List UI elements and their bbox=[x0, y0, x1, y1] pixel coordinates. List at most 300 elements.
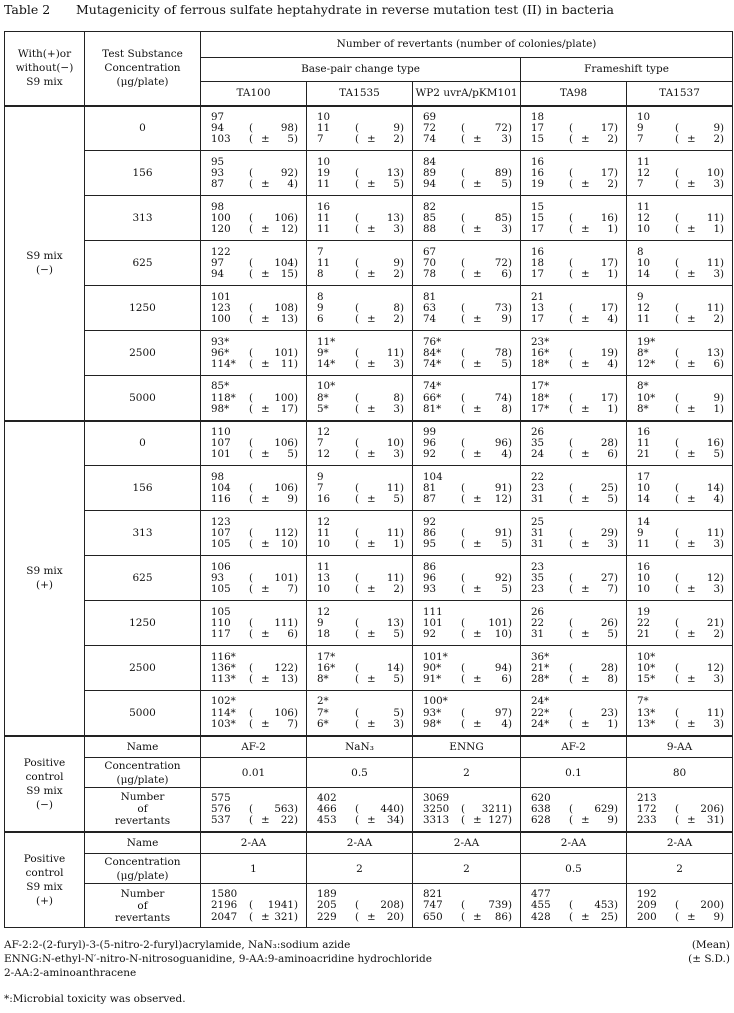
sd-prefix: ± bbox=[581, 358, 590, 371]
concentration-cell: 625 bbox=[85, 241, 201, 286]
colony-count-line bbox=[637, 815, 728, 826]
sd-number: 2 bbox=[713, 313, 721, 326]
plate-count: 213 bbox=[637, 791, 657, 804]
control-name: 2-AA bbox=[201, 832, 307, 854]
mean-value: 122) bbox=[274, 661, 298, 674]
sd-prefix: ± bbox=[581, 133, 590, 146]
revertant-cell bbox=[413, 106, 521, 151]
plate-count: 98 bbox=[211, 200, 225, 213]
strain-header-ta1535: TA1535 bbox=[307, 82, 413, 106]
sd-prefix: ± bbox=[367, 268, 376, 281]
paren-open: ( bbox=[248, 481, 254, 494]
sd-prefix: ± bbox=[687, 268, 696, 281]
plate-count: 747 bbox=[423, 899, 443, 912]
mean-number: 72 bbox=[494, 256, 508, 269]
plate-count: 15* bbox=[637, 673, 656, 686]
mean-value: 12) bbox=[706, 661, 725, 674]
sd-prefix: ± bbox=[473, 313, 482, 326]
sd-number: 321 bbox=[274, 910, 294, 923]
revertant-cell bbox=[627, 556, 733, 601]
revertant-cell bbox=[413, 376, 521, 421]
sd-value: 1) bbox=[607, 402, 618, 415]
paren-open: ( bbox=[354, 814, 360, 827]
revertant-cell bbox=[627, 376, 733, 421]
mean-number: 25 bbox=[600, 481, 614, 494]
mean-value: 28) bbox=[600, 437, 618, 450]
sd-number: 10 bbox=[280, 538, 294, 551]
revertant-cell bbox=[413, 331, 521, 376]
mean-number: 72 bbox=[494, 122, 508, 135]
plate-count: 118* bbox=[211, 391, 236, 404]
colony-count-line bbox=[423, 719, 516, 730]
paren-open: ( bbox=[460, 616, 466, 629]
paren-open: ( bbox=[248, 178, 254, 191]
plate-count: 16 bbox=[531, 166, 545, 179]
sd-value: 3) bbox=[393, 717, 404, 730]
sd-number: 31 bbox=[706, 814, 721, 827]
revertant-cell bbox=[201, 376, 307, 421]
note-abbreviations-3: 2-AA:2-aminoanthracene bbox=[4, 967, 137, 979]
plate-count: 84* bbox=[423, 346, 442, 359]
mean-value: 100) bbox=[274, 391, 298, 404]
revertant-cell bbox=[413, 601, 521, 646]
sd-value: 3) bbox=[713, 583, 725, 596]
paren-open: ( bbox=[568, 481, 574, 494]
sd-value: 3) bbox=[393, 358, 404, 371]
sd-prefix: ± bbox=[367, 313, 376, 326]
sd-prefix: ± bbox=[261, 223, 270, 236]
colony-count-line bbox=[317, 269, 408, 280]
paren-open: ( bbox=[354, 616, 360, 629]
sd-value: 34) bbox=[386, 814, 404, 827]
revertant-cell bbox=[627, 691, 733, 736]
revertant-cell bbox=[307, 884, 413, 928]
colony-count-line bbox=[317, 494, 408, 505]
mean-value: 5) bbox=[393, 706, 404, 719]
sd-prefix: ± bbox=[261, 717, 270, 730]
paren-open: ( bbox=[674, 122, 680, 135]
paren-open: ( bbox=[248, 571, 254, 584]
colony-count-line bbox=[531, 134, 622, 145]
mean-value: 17) bbox=[600, 166, 618, 179]
mean-number: 92 bbox=[280, 166, 294, 179]
revertant-cell bbox=[521, 691, 627, 736]
plate-count: 10* bbox=[637, 661, 656, 674]
revertants-label bbox=[85, 884, 201, 928]
sd-prefix: ± bbox=[367, 493, 376, 506]
sd-number: 12 bbox=[494, 493, 508, 506]
plate-count: 110 bbox=[211, 616, 231, 629]
revertant-cell bbox=[627, 601, 733, 646]
sd-number: 6 bbox=[287, 628, 294, 641]
sd-value: 6) bbox=[287, 628, 298, 641]
mean-value: 73) bbox=[494, 301, 512, 314]
mean-number: 85 bbox=[494, 211, 508, 224]
revertant-cell bbox=[307, 691, 413, 736]
plate-count: 96 bbox=[423, 437, 437, 450]
concentration-cell: 1250 bbox=[85, 286, 201, 331]
control-name: 2-AA bbox=[521, 832, 627, 854]
revertant-cell bbox=[627, 511, 733, 556]
colony-count-line bbox=[317, 674, 408, 685]
sd-value: 1) bbox=[713, 223, 725, 236]
sd-number: 9 bbox=[501, 313, 508, 326]
colony-count-line bbox=[423, 449, 516, 460]
mean-value: 11) bbox=[386, 346, 404, 359]
sd-number: 1 bbox=[393, 538, 400, 551]
revertant-cell bbox=[521, 421, 627, 466]
mean-number: 101 bbox=[274, 571, 294, 584]
plate-count: 22 bbox=[531, 470, 545, 483]
mean-number: 8 bbox=[393, 391, 400, 404]
plate-count: 16 bbox=[317, 200, 331, 213]
plate-count: 11 bbox=[317, 560, 331, 573]
paren-open: ( bbox=[568, 717, 574, 730]
plate-count: 12* bbox=[637, 358, 656, 371]
plate-count: 7 bbox=[317, 133, 324, 146]
colony-count-line bbox=[211, 179, 302, 190]
paren-open: ( bbox=[674, 661, 680, 674]
sd-prefix: ± bbox=[367, 358, 376, 371]
plate-count: 98* bbox=[423, 717, 442, 730]
plate-count: 17 bbox=[531, 268, 545, 281]
plate-count: 101* bbox=[423, 650, 448, 663]
sd-prefix: ± bbox=[473, 583, 482, 596]
colony-count-line bbox=[531, 584, 622, 595]
mean-value: 9) bbox=[393, 256, 404, 269]
colony-count-line bbox=[211, 719, 302, 730]
note-abbreviations-2: ENNG:N-ethyl-N′-nitro-N-nitrosoguanidine, 9-AA:9-aminoacridine hydrochloride bbox=[4, 953, 432, 965]
plate-count: 6 bbox=[317, 313, 324, 326]
revertant-cell bbox=[521, 196, 627, 241]
mean-number: 11 bbox=[386, 481, 400, 494]
group-label-s9 bbox=[5, 421, 85, 736]
revertant-cell bbox=[413, 646, 521, 691]
control-concentration: 0.1 bbox=[521, 758, 627, 788]
colony-count-line bbox=[423, 494, 516, 505]
colony-count-line bbox=[317, 134, 408, 145]
sd-value: 3) bbox=[393, 402, 404, 415]
plate-count: 3313 bbox=[423, 814, 450, 827]
paren-open: ( bbox=[568, 899, 574, 912]
mean-number: 101 bbox=[274, 346, 294, 359]
paren-open: ( bbox=[568, 661, 574, 674]
plate-count: 11 bbox=[317, 223, 331, 236]
paren-open: ( bbox=[674, 313, 680, 326]
mean-number: 21 bbox=[706, 616, 721, 629]
table-row bbox=[5, 736, 733, 758]
sd-number: 1 bbox=[607, 717, 614, 730]
colony-count-line bbox=[637, 494, 728, 505]
colony-count-line bbox=[531, 674, 622, 685]
paren-open: ( bbox=[568, 628, 574, 641]
paren-open: ( bbox=[568, 571, 574, 584]
plate-count: 105 bbox=[211, 583, 231, 596]
mean-value: 11) bbox=[706, 706, 725, 719]
sd-value: 1) bbox=[607, 717, 618, 730]
label-line: of bbox=[137, 803, 148, 816]
sd-value: 25) bbox=[600, 910, 618, 923]
paren-open: ( bbox=[354, 493, 360, 506]
colony-count-line bbox=[211, 912, 302, 923]
plate-count: 7* bbox=[637, 695, 649, 708]
table-row bbox=[5, 511, 733, 556]
mean-value: 72) bbox=[494, 122, 512, 135]
mean-number: 739 bbox=[488, 899, 508, 912]
plate-count: 10 bbox=[317, 155, 331, 168]
colony-count-line bbox=[317, 179, 408, 190]
colony-count-line bbox=[531, 494, 622, 505]
plate-count: 84 bbox=[423, 155, 437, 168]
paren-open: ( bbox=[354, 402, 360, 415]
colony-count-line bbox=[211, 224, 302, 235]
plate-count: 10* bbox=[317, 380, 336, 393]
plate-count: 11* bbox=[317, 335, 336, 348]
sd-number: 13 bbox=[280, 673, 294, 686]
revertant-cell bbox=[201, 331, 307, 376]
plate-count: 11 bbox=[317, 526, 331, 539]
concentration-cell: 313 bbox=[85, 196, 201, 241]
label-line: of bbox=[137, 899, 148, 912]
control-name: 9-AA bbox=[627, 736, 733, 758]
sd-number: 3 bbox=[713, 583, 721, 596]
sd-value: 22) bbox=[280, 814, 298, 827]
table-row bbox=[5, 196, 733, 241]
plate-count: 114* bbox=[211, 706, 236, 719]
plate-count: 86 bbox=[423, 526, 437, 539]
paren-open: ( bbox=[674, 493, 680, 506]
plate-count: 537 bbox=[211, 814, 231, 827]
sd-number: 3 bbox=[393, 223, 400, 236]
label-line: S9 mix bbox=[26, 565, 63, 577]
sd-value: 4) bbox=[607, 313, 618, 326]
sd-prefix: ± bbox=[581, 493, 590, 506]
plate-count: 90* bbox=[423, 661, 442, 674]
note-mean-label: (Mean) bbox=[691, 939, 730, 951]
mean-number: 29 bbox=[600, 526, 614, 539]
mean-value: 8) bbox=[393, 301, 404, 314]
revertant-cell bbox=[413, 466, 521, 511]
revertant-cell bbox=[201, 151, 307, 196]
paren-open: ( bbox=[460, 178, 466, 191]
revertant-cell bbox=[307, 331, 413, 376]
paren-open: ( bbox=[674, 301, 680, 314]
control-name: 2-AA bbox=[413, 832, 521, 854]
sd-value: 3) bbox=[393, 223, 404, 236]
plate-count: 16 bbox=[317, 493, 331, 506]
plate-count: 17 bbox=[531, 223, 545, 236]
mean-number: 104 bbox=[274, 256, 294, 269]
sd-prefix: ± bbox=[261, 358, 270, 371]
colony-count-line bbox=[637, 584, 728, 595]
paren-open: ( bbox=[354, 910, 360, 923]
mean-value: 16) bbox=[600, 211, 618, 224]
colony-count-line bbox=[317, 629, 408, 640]
mean-value: 28) bbox=[600, 661, 618, 674]
table-row bbox=[5, 646, 733, 691]
paren-open: ( bbox=[568, 313, 574, 326]
plate-count: 9 bbox=[637, 122, 644, 135]
paren-open: ( bbox=[354, 899, 360, 912]
sd-number: 5 bbox=[287, 133, 294, 146]
mean-value: 91) bbox=[494, 526, 512, 539]
mean-number: 28 bbox=[600, 661, 614, 674]
sd-value: 4) bbox=[713, 493, 725, 506]
revertant-cell bbox=[201, 241, 307, 286]
plate-count: 9 bbox=[637, 526, 644, 539]
sd-value: 17) bbox=[280, 402, 298, 415]
sd-number: 11 bbox=[280, 358, 294, 371]
sd-number: 6 bbox=[501, 268, 508, 281]
plate-count: 104 bbox=[423, 470, 443, 483]
plate-count: 92 bbox=[423, 628, 437, 641]
plate-count: 76* bbox=[423, 335, 442, 348]
positive-control-label bbox=[5, 832, 85, 928]
label-line: (μg/plate) bbox=[116, 773, 169, 786]
plate-count: 21* bbox=[531, 661, 550, 674]
plate-count: 477 bbox=[531, 888, 551, 901]
revertant-cell bbox=[521, 601, 627, 646]
sd-prefix: ± bbox=[687, 133, 696, 146]
paren-open: ( bbox=[568, 583, 574, 596]
mean-value: 112) bbox=[274, 526, 298, 539]
colony-count-line bbox=[423, 269, 516, 280]
plate-count: 21 bbox=[637, 448, 651, 461]
paren-open: ( bbox=[674, 910, 680, 923]
sd-value: 321) bbox=[274, 910, 298, 923]
frameshift-header: Frameshift type bbox=[521, 58, 733, 82]
spacer bbox=[261, 900, 268, 911]
plate-count: 17 bbox=[531, 313, 545, 326]
paren-open: ( bbox=[460, 673, 466, 686]
plate-count: 91* bbox=[423, 673, 442, 686]
revertant-cell bbox=[201, 286, 307, 331]
plate-count: 10 bbox=[317, 538, 331, 551]
plate-count: 10 bbox=[637, 223, 651, 236]
sd-prefix: ± bbox=[687, 178, 696, 191]
plate-count: 12 bbox=[317, 605, 331, 618]
sd-prefix: ± bbox=[473, 717, 482, 730]
plate-count: 13* bbox=[637, 717, 656, 730]
paren-open: ( bbox=[460, 402, 466, 415]
paren-open: ( bbox=[568, 358, 574, 371]
sd-prefix: ± bbox=[261, 538, 270, 551]
sd-prefix: ± bbox=[581, 268, 590, 281]
spacer bbox=[473, 900, 488, 911]
spacer bbox=[687, 900, 700, 911]
paren-open: ( bbox=[354, 437, 360, 450]
plate-count: 16 bbox=[637, 560, 651, 573]
paren-open: ( bbox=[568, 526, 574, 539]
sd-prefix: ± bbox=[473, 268, 482, 281]
sd-number: 3 bbox=[501, 133, 508, 146]
plate-count: 26 bbox=[531, 605, 545, 618]
mean-number: 10 bbox=[706, 166, 721, 179]
mean-value: 739) bbox=[488, 899, 512, 912]
control-concentration: 0.01 bbox=[201, 758, 307, 788]
sd-value: 5) bbox=[393, 628, 404, 641]
sd-number: 12 bbox=[280, 223, 294, 236]
sd-value: 5) bbox=[393, 178, 404, 191]
plate-count: 100 bbox=[211, 313, 231, 326]
revertant-cell bbox=[307, 646, 413, 691]
sd-prefix: ± bbox=[581, 673, 590, 686]
plate-count: 16* bbox=[531, 346, 550, 359]
revertant-cell bbox=[521, 466, 627, 511]
colony-count-line bbox=[423, 179, 516, 190]
revertant-cell bbox=[627, 331, 733, 376]
sd-value: 8) bbox=[501, 402, 512, 415]
plate-count: 92 bbox=[423, 448, 437, 461]
paren-open: ( bbox=[674, 211, 680, 224]
control-name: NaN₃ bbox=[307, 736, 413, 758]
sd-number: 5 bbox=[607, 628, 614, 641]
sd-prefix: ± bbox=[687, 402, 696, 415]
sd-value: 7) bbox=[287, 583, 298, 596]
sd-number: 5 bbox=[713, 448, 721, 461]
mean-number: 19 bbox=[600, 346, 614, 359]
paren-open: ( bbox=[354, 481, 360, 494]
sd-value: 5) bbox=[607, 628, 618, 641]
plate-count: 103* bbox=[211, 717, 236, 730]
mean-value: 101) bbox=[488, 616, 512, 629]
sd-prefix: ± bbox=[261, 402, 270, 415]
revertant-cell bbox=[521, 884, 627, 928]
plate-count: 116* bbox=[211, 650, 236, 663]
mean-value: 72) bbox=[494, 256, 512, 269]
sd-prefix: ± bbox=[473, 448, 482, 461]
colony-count-line bbox=[211, 449, 302, 460]
sd-number: 4 bbox=[501, 717, 508, 730]
mean-value: 16) bbox=[706, 437, 725, 450]
plate-count: 24* bbox=[531, 717, 550, 730]
base-pair-header: Base-pair change type bbox=[201, 58, 521, 82]
plate-count: 200 bbox=[637, 910, 657, 923]
colony-count-line bbox=[211, 815, 302, 826]
paren-open: ( bbox=[568, 910, 574, 923]
sd-value: 5) bbox=[501, 583, 512, 596]
sd-value: 10) bbox=[280, 538, 298, 551]
mean-value: 9) bbox=[713, 391, 725, 404]
sd-prefix: ± bbox=[581, 814, 590, 827]
revertant-cell bbox=[307, 106, 413, 151]
mean-value: 13) bbox=[386, 211, 404, 224]
sd-number: 3 bbox=[393, 402, 400, 415]
paren-open: ( bbox=[568, 493, 574, 506]
mean-value: 1941) bbox=[267, 899, 298, 912]
strain-header-ta100: TA100 bbox=[201, 82, 307, 106]
sd-value: 2) bbox=[713, 628, 725, 641]
mean-value: 94) bbox=[494, 661, 512, 674]
paren-open: ( bbox=[460, 717, 466, 730]
table-title: Mutagenicity of ferrous sulfate heptahydrate in reverse mutation test (II) in bacteria bbox=[75, 2, 614, 17]
colony-count-line bbox=[531, 314, 622, 325]
mean-number: 16 bbox=[706, 437, 721, 450]
sd-value: 4) bbox=[607, 358, 618, 371]
plate-count: 11 bbox=[317, 122, 331, 135]
paren-open: ( bbox=[568, 166, 574, 179]
colony-count-line bbox=[637, 224, 728, 235]
revertant-cell bbox=[627, 241, 733, 286]
plate-count: 8 bbox=[317, 268, 324, 281]
plate-count: 13* bbox=[637, 706, 656, 719]
mean-number: 440 bbox=[380, 803, 400, 816]
plate-count: 100 bbox=[211, 211, 231, 224]
concentration-cell: 1250 bbox=[85, 601, 201, 646]
label-line: (+) bbox=[36, 579, 53, 591]
plate-count: 9 bbox=[637, 290, 644, 303]
plate-count: 98* bbox=[211, 402, 230, 415]
